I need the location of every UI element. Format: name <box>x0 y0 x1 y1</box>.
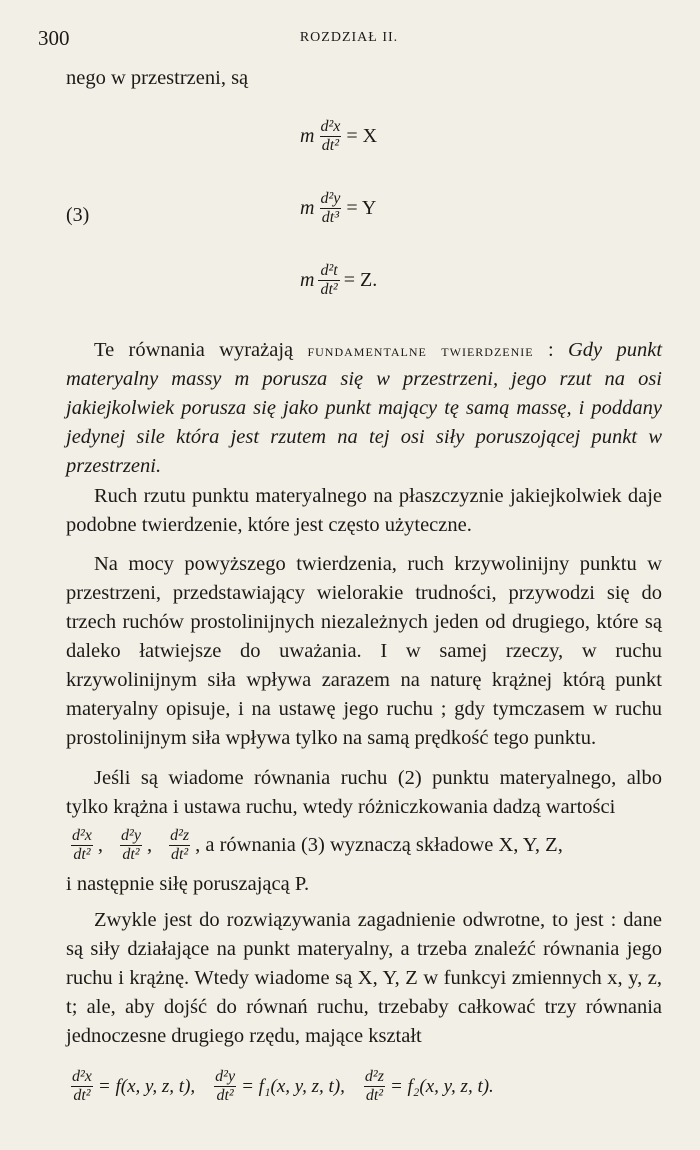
fraction-d2y <box>119 827 143 864</box>
final-eq-rhs: = f₁(x, y, z, t), <box>241 1075 345 1097</box>
fraction-numerator: d²z <box>170 826 190 844</box>
paragraph-text: Na mocy powyższego twierdzenia, ruch krzywolinijny punktu w przestrzeni, przedstawiający wielorakie trudności, przywodzi się do trzech ruchów prostolinijnych niezależnych jeden od drugiego, które są daleko łatwiejsze do uważania. I w samej rzeczy, w ruchu krzywolinijnym siła wpływa zarazem na naturę krążnej którą punkt materyalny opisuje, i na ustawę jego ruchu ; gdy tymczasem w ruchu prostolinijnym siła wpływa tylko na samą prędkość tego punktu. <box>66 553 662 749</box>
eq-rhs: = Z. <box>343 269 378 291</box>
fraction-numerator: d²x <box>72 1068 92 1085</box>
eq-fraction <box>318 262 339 299</box>
fraction-row <box>66 818 662 872</box>
eq-fraction <box>318 190 342 227</box>
fraction-denominator: dt² <box>365 1087 384 1104</box>
fraction-denominator: dt² <box>321 137 340 154</box>
equation-label: (3) <box>66 204 90 226</box>
paragraph-2 <box>66 550 662 753</box>
page-number: 300 <box>38 26 70 50</box>
fraction-denominator: dt² <box>122 845 140 863</box>
fraction-d2z <box>168 827 191 864</box>
separator: , <box>97 833 104 856</box>
eq-rhs: = Y <box>346 197 377 219</box>
fraction-numerator: d²x <box>72 826 92 844</box>
paragraph-1 <box>66 482 662 540</box>
final-eq-rhs: = f₂(x, y, z, t). <box>389 1075 494 1097</box>
fraction-numerator: d²y <box>320 190 341 207</box>
paragraph-text: Jeśli są wiadome równania ruchu (2) punktu materyalnego, albo tylko krążna i ustawa ruchu, wtedy różniczkowania dadzą wartości <box>66 767 662 818</box>
fraction-numerator: d²z <box>364 1068 384 1085</box>
paragraph-4 <box>66 906 662 1051</box>
fraction-row-text: , a równania (3) wyznaczą składowe X, Y, Z, <box>195 833 563 856</box>
fraction-denominator: dt³ <box>321 209 340 226</box>
theorem-paragraph <box>66 336 662 481</box>
page-header <box>38 26 660 52</box>
paragraph-3 <box>66 764 662 822</box>
final-eq-rhs: = f(x, y, z, t), <box>97 1075 196 1097</box>
eq-fraction <box>318 118 342 155</box>
running-head: ROZDZIAŁ II. <box>299 30 399 45</box>
fraction-numerator: d²t <box>320 262 338 279</box>
fraction-denominator: dt² <box>320 281 338 298</box>
eq-coef: m <box>300 269 315 291</box>
paragraph-text: Zwykle jest do rozwiązywania zagadnienie odwrotne, to jest : dane są siły działające na punkt materyalny, a trzeba znaleźć równania jego ruchu i krążnę. Wtedy wiadome są X, Y, Z w funkcyi zmiennych x, y, z, t; ale, aby dojść do równań ruchu, trzebaby całkować trzy równania jednoczesne drugiego rzędu, mające kształt <box>66 909 662 1047</box>
paragraph-3-end: i następnie siłę poruszającą P. <box>66 873 310 895</box>
equation-y <box>300 190 376 227</box>
intro-line: nego w przestrzeni, są <box>66 67 249 89</box>
fraction-denominator: dt² <box>170 845 189 863</box>
fraction-numerator: d²y <box>121 826 141 844</box>
fraction-denominator: dt² <box>216 1087 234 1104</box>
fraction-numerator: d²x <box>320 118 341 135</box>
eq-coef: m <box>300 197 315 219</box>
eq-rhs: = X <box>346 125 378 147</box>
theorem-caps: fundamentalne twierdzenie <box>307 341 534 360</box>
fraction-numerator: d²y <box>215 1068 236 1085</box>
paragraph-text: Ruch rzutu punktu materyalnego na płaszczyznie jakiejkolwiek daje podobne twierdzenie, które jest często użyteczne. <box>66 485 662 536</box>
final-eq-fraction <box>70 1068 94 1105</box>
theorem-colon: : <box>533 339 568 361</box>
fraction-denominator: dt² <box>73 845 91 863</box>
final-eq-fraction <box>363 1068 386 1105</box>
final-eq-fraction <box>213 1068 237 1105</box>
separator: , <box>146 833 153 856</box>
eq-coef: m <box>300 125 315 147</box>
equation-z <box>300 262 377 299</box>
theorem-lead: Te równania wyrażają <box>94 339 294 361</box>
theorem-body: Gdy punkt materyalny massy m porusza się w przestrzeni, jego rzut na osi jakiejkolwiek porusza się jako punkt mający tę samą massę, i poddany jedynej sile która jest rzutem na tej osi siły poruszojącej punkt w przestrzeni. <box>66 339 663 477</box>
fraction-d2x <box>70 827 94 864</box>
equation-x <box>300 118 377 155</box>
final-equations <box>66 1068 494 1105</box>
fraction-denominator: dt² <box>73 1087 91 1104</box>
